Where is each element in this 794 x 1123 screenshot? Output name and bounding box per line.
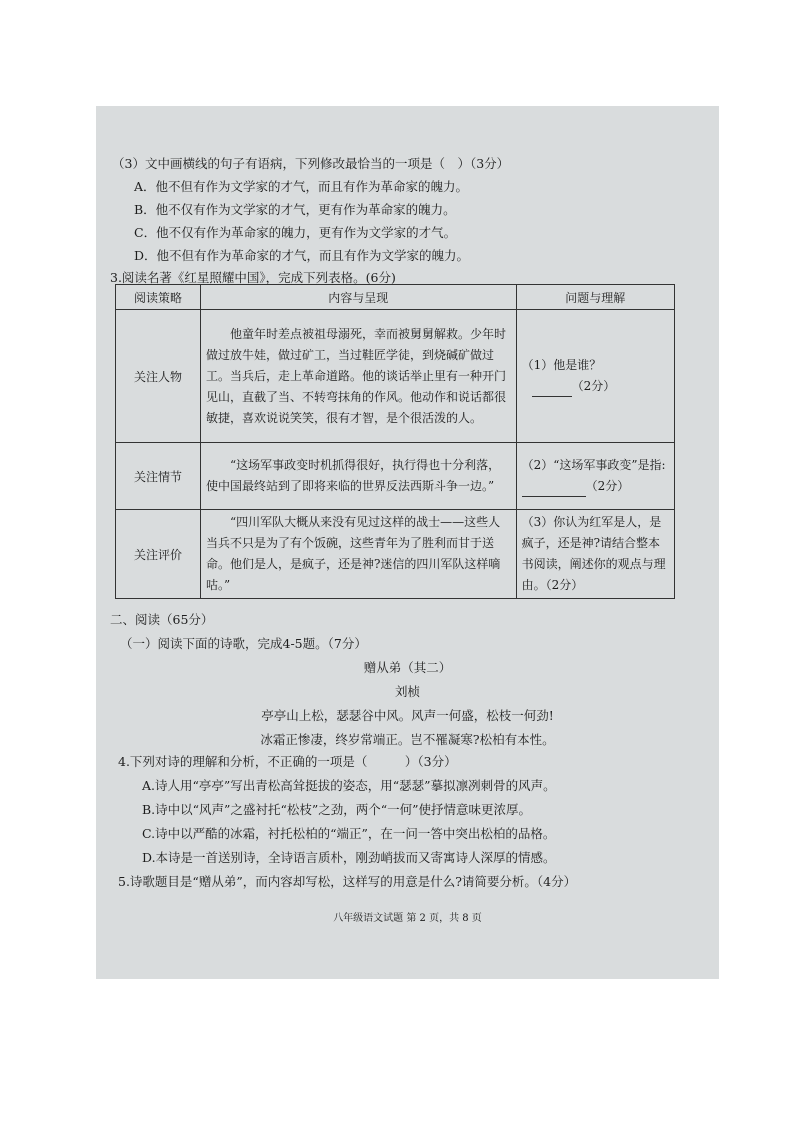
page-footer: 八年级语文试题 第 2 页，共 8 页 xyxy=(333,913,482,924)
row1-question-cell xyxy=(516,310,674,443)
poem-line-1: 亭亭山上松，瑟瑟谷中风。风声一何盛，松枝一何劲! xyxy=(261,708,554,723)
q3-option-b: B．他不仅有作为文学家的才气，更有作为革命家的魄力。 xyxy=(134,202,456,217)
row3-strategy: 关注评价 xyxy=(116,510,201,599)
row3-question: （3）你认为红军是人，是疯子，还是神?请结合整本书阅读，阐述你的观点与理由。（2分） xyxy=(516,510,674,599)
header-content: 内容与呈现 xyxy=(200,285,516,310)
section2-heading: 二、阅读（65分） xyxy=(110,612,214,627)
answer-blank-1[interactable] xyxy=(532,384,572,397)
table-row xyxy=(116,443,675,510)
q4-option-c: C.诗中以严酷的冰霜，衬托松柏的“端正”，在一问一答中突出松柏的品格。 xyxy=(142,826,556,841)
poem-title: 赠从弟（其二） xyxy=(363,660,452,675)
exam-page xyxy=(96,106,719,979)
poem-line-2: 冰霜正惨凄，终岁常端正。岂不罹凝寒?松柏有本性。 xyxy=(260,732,555,747)
q4-option-a: A.诗人用“亭亭”写出青松高耸挺拔的姿态，用“瑟瑟”摹拟凛冽刺骨的风声。 xyxy=(142,778,556,793)
q3-option-a: A．他不但有作为文学家的才气，而且有作为革命家的魄力。 xyxy=(134,179,469,194)
poem-author: 刘桢 xyxy=(394,684,420,699)
q3-stem: （3）文中画横线的句子有语病，下列修改最恰当的一项是（ ）（3分） xyxy=(112,156,510,171)
row3-content: “四川军队大概从来没有见过这样的战士——这些人当兵不只是为了有个饭碗，这些青年为了胜利而甘于送命。他们是人，是疯子，还是神?迷信的四川军队这样嘀咕。” xyxy=(200,510,516,599)
row1-content: 他童年时差点被祖母溺死，幸而被舅舅解救。少年时做过放牛娃，做过矿工，当过鞋匠学徒，到烧碱矿做过工。当兵后，走上革命道路。他的谈话举止里有一种开门见山，直截了当、不转弯抹角的作风。他动作和说话都很敏捷，喜欢说说笑笑，很有才智，是个很活泼的人。 xyxy=(200,310,516,443)
q3-option-c: C．他不仅有作为革命家的魄力，更有作为文学家的才气。 xyxy=(134,225,457,240)
q4-option-b: B.诗中以“风声”之盛衬托“松枝”之劲，两个“一何”使抒情意味更浓厚。 xyxy=(142,802,532,817)
table-row xyxy=(116,310,675,443)
table-row xyxy=(116,510,675,599)
row2-question-cell xyxy=(516,443,674,510)
table-header-row xyxy=(116,285,675,310)
row1-question-score: （2分） xyxy=(571,379,616,393)
q4-stem: 4.下列对诗的理解和分析，不正确的一项是（ ）（3分） xyxy=(118,754,457,769)
q4-option-d: D.本诗是一首送别诗，全诗语言质朴，刚劲峭拔而又寄寓诗人深厚的情感。 xyxy=(142,850,556,865)
q3-option-d: D．他不但有作为革命家的才气，而且有作为文学家的魄力。 xyxy=(134,248,470,263)
row1-question: （1）他是谁？ xyxy=(521,358,602,372)
row1-strategy: 关注人物 xyxy=(116,310,201,443)
answer-blank-2[interactable] xyxy=(522,484,586,497)
header-strategy: 阅读策略 xyxy=(116,285,201,310)
row2-question-score: （2分） xyxy=(585,479,630,493)
q5-stem: 5.诗歌题目是“赠从弟”，而内容却写松，这样写的用意是什么?请简要分析。（4分） xyxy=(118,874,577,889)
header-question: 问题与理解 xyxy=(516,285,674,310)
section2-subheading: （一）阅读下面的诗歌，完成4-5题。（7分） xyxy=(120,636,367,651)
row2-strategy: 关注情节 xyxy=(116,443,201,510)
item3-title: 3.阅读名著《红星照耀中国》，完成下列表格。(6分) xyxy=(110,270,396,285)
row2-content: “这场军事政变时机抓得很好，执行得也十分利落，使中国最终站到了即将来临的世界反法西斯斗争一边。” xyxy=(200,443,516,510)
reading-table xyxy=(115,284,675,599)
row2-question: （2）“这场军事政变”是指: xyxy=(521,458,666,472)
